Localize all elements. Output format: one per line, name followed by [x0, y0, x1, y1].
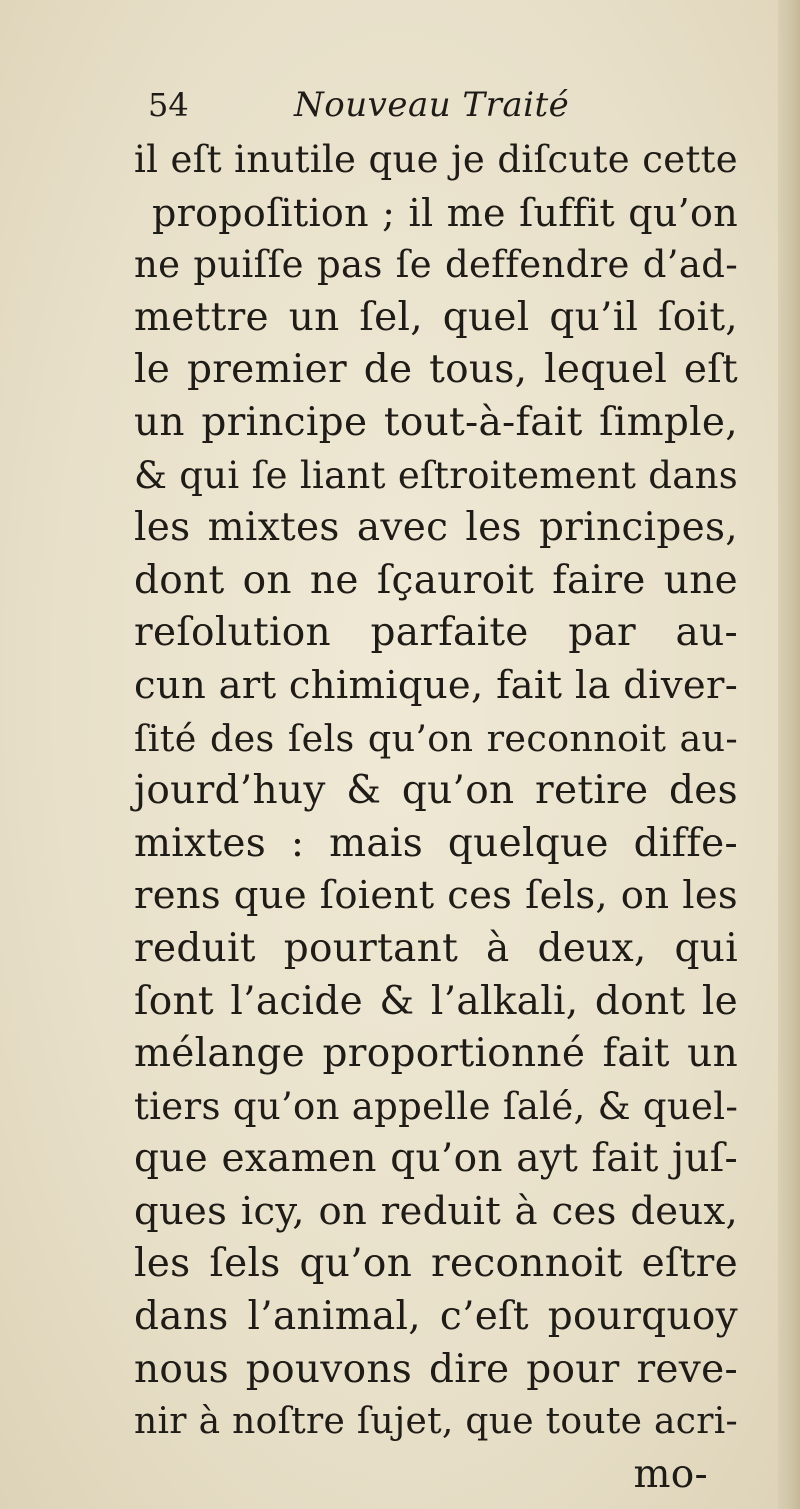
text-line: ne puiſſe pas ſe deffendre d’ad-: [134, 243, 738, 287]
text-line: il eſt inutile que je diſcute cette: [134, 138, 738, 181]
text-line: un principe tout-à-fait ſimple,: [134, 399, 738, 445]
text-line: les ſels qu’on reconnoit eſtre: [134, 1241, 738, 1287]
text-line: ques icy, on reduit à ces deux,: [134, 1188, 738, 1234]
page-number: 54: [148, 86, 189, 124]
text-line: tiers qu’on appelle ſalé, & quel-: [134, 1084, 739, 1128]
catchword: mo-: [633, 1451, 708, 1497]
text-line: reſolution parfaite par au-: [134, 610, 738, 656]
text-line: mélange proportionné fait un: [134, 1031, 738, 1077]
text-line: propoſition ; il me ſuffit qu’on: [152, 190, 738, 235]
text-line: ſité des ſels qu’on reconnoit au-: [134, 716, 738, 760]
text-line: & qui ſe liant eſtroitement dans: [134, 453, 738, 497]
text-line: dans l’animal, c’eſt pourquoy: [134, 1294, 738, 1340]
text-line: les mixtes avec les principes,: [134, 505, 738, 551]
running-head: Nouveau Traité: [294, 85, 570, 125]
text-line: dont on ne ſçauroit faire une: [134, 557, 738, 603]
text-line: le premier de tous, lequel eſt: [134, 347, 738, 393]
text-line: que examen qu’on ayt fait juſ-: [134, 1136, 738, 1182]
text-line: mettre un ſel, quel qu’il ſoit,: [134, 294, 738, 340]
text-line: reduit pourtant à deux, qui: [134, 925, 738, 971]
text-line: jourd’huy & qu’on retire des: [134, 768, 738, 814]
text-line: nous pouvons dire pour reve-: [134, 1346, 738, 1392]
text-line: cun art chimique, fait la diver-: [134, 662, 738, 708]
body-text: [134, 134, 738, 1501]
text-line: rens que ſoient ces ſels, on les: [134, 873, 738, 919]
page-header: [148, 82, 648, 128]
text-line: nir à noſtre ſujet, que toute acri-: [134, 1401, 738, 1443]
text-line: ſont l’acide & l’alkali, dont le: [134, 978, 738, 1024]
text-line: mixtes : mais quelque diffe-: [134, 820, 738, 866]
page-edge: [778, 0, 800, 1509]
